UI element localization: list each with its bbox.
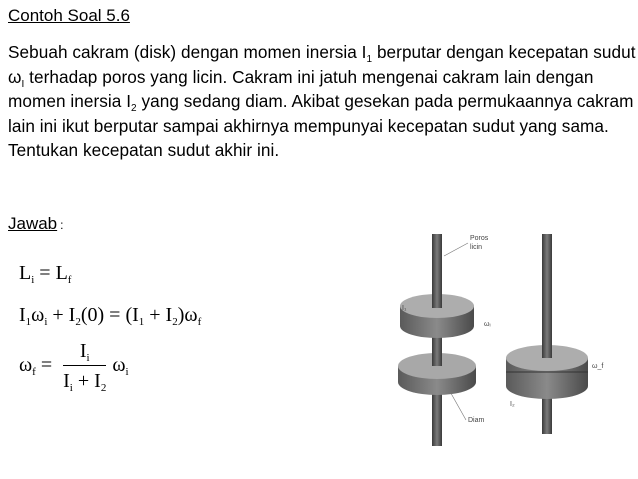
problem-text-1: Sebuah cakram (disk) dengan momen inersia I (8, 42, 367, 62)
left-upper-disk (400, 288, 474, 338)
fraction-numerator: $I_i$ (63, 340, 106, 366)
problem-text-2: berputar dengan kecepatan sudut (372, 42, 636, 62)
problem-title: Contoh Soal 5.6 (8, 6, 130, 25)
problem-statement (8, 40, 636, 163)
label-poros: Poros (470, 235, 489, 242)
subscript-omega: I (21, 78, 25, 90)
answer-heading (8, 214, 63, 234)
subscript-2: 2 (131, 103, 137, 115)
answer-colon: : (60, 218, 64, 232)
label-omega-i: ωᵢ (484, 321, 491, 328)
left-lower-disk (398, 344, 476, 395)
answer-label: Jawab (8, 214, 58, 233)
left-axle (432, 234, 442, 446)
equation-final-angular-velocity: $\omega_f$ = $\frac{I_i}{I_i + I_2}$ $\omega_i$ (19, 340, 129, 394)
equation-momentum-conservation: $L_i = L_f$ (19, 262, 72, 286)
fraction-denominator: $I_i + I_2$ (63, 370, 107, 394)
problem-text-3: terhadap poros yang licin. Cakram ini jatuh mengenai cakram lain dengan momen inersia I (8, 66, 594, 112)
label-i1: I₁ (402, 305, 407, 312)
fraction (63, 340, 106, 393)
right-axle (542, 234, 552, 434)
label-i2: I₂ (510, 401, 515, 408)
disk-collision-figure (382, 228, 622, 456)
problem-text-4: yang sedang diam. Akibat gesekan pada permukaannya cakram lain ini ikut berputar sampai akhirnya mempunyai kecepatan sudut yang sama. Tentukan kecepatan sudut akhir ini. (8, 91, 634, 161)
label-diam: Diam (468, 417, 485, 424)
omega-symbol: ω (8, 66, 22, 87)
subscript-1: 1 (366, 54, 373, 65)
right-combined-disks (506, 336, 588, 399)
equation-momentum-expanded: $I_1\omega_i + I_2(0) = (I_1 + I_2)\omega_f$ (19, 304, 202, 328)
label-omega-f: ω_f (592, 363, 604, 370)
label-licin: licin (470, 244, 483, 251)
